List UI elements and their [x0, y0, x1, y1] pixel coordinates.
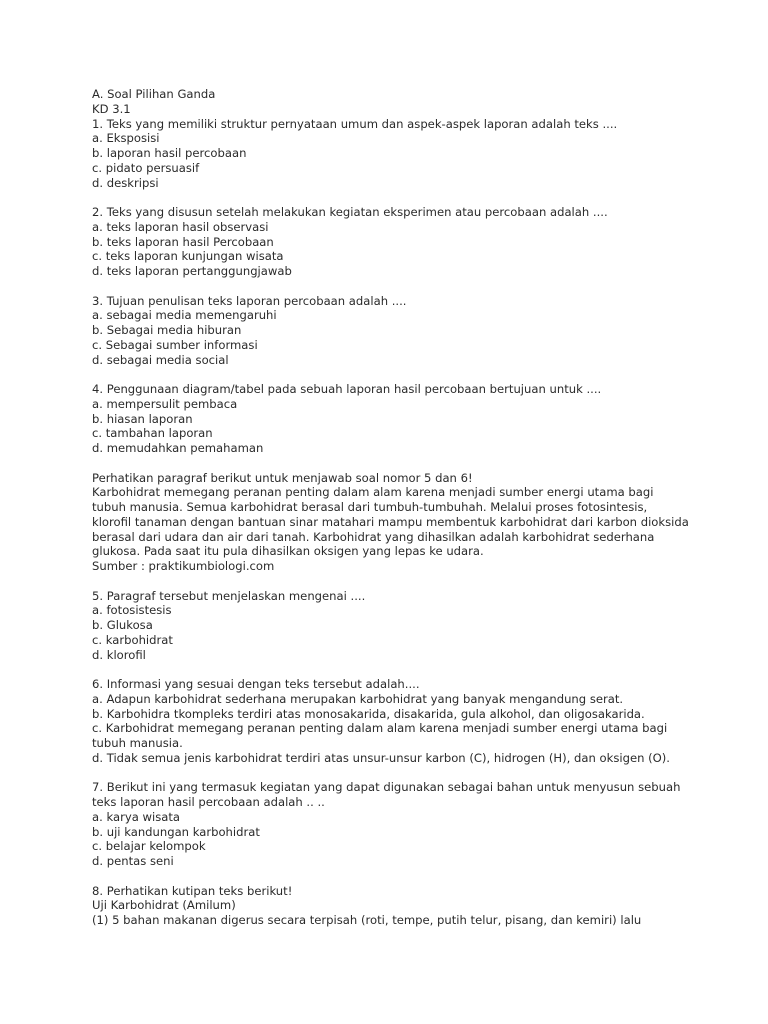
passage-line: glukosa. Pada saat itu pula dihasilkan oksigen yang lepas ke udara. — [92, 544, 484, 559]
passage-line: Perhatikan paragraf berikut untuk menjawab soal nomor 5 dan 6! — [92, 470, 473, 485]
question-block — [92, 294, 712, 368]
answer-option: b. uji kandungan karbohidrat — [92, 824, 260, 839]
question-block — [92, 780, 712, 869]
answer-option: c. belajar kelompok — [92, 839, 206, 854]
passage-line: klorofil tanaman dengan bantuan sinar matahari mampu membentuk karbohidrat dari karbon dioksida — [92, 514, 689, 529]
answer-option: d. teks laporan pertanggungjawab — [92, 264, 292, 278]
question-text: 6. Informasi yang sesuai dengan teks tersebut adalah.... — [92, 677, 420, 691]
passage-line: Sumber : praktikumbiologi.com — [92, 559, 275, 573]
question-block — [92, 677, 712, 766]
block-spacer — [92, 190, 712, 205]
question-block — [92, 205, 712, 279]
answer-option: c. Karbohidrat memegang peranan penting dalam alam karena menjadi sumber energi utama bagi — [92, 721, 668, 736]
question-text: 3. Tujuan penulisan teks laporan percobaan adalah .... — [92, 293, 407, 308]
answer-option: a. Adapun karbohidrat sederhana merupakan karbohidrat yang banyak mengandung serat. — [92, 691, 624, 706]
answer-option: c. karbohidrat — [92, 632, 173, 647]
question-block — [92, 884, 712, 928]
answer-option: Uji Karbohidrat (Amilum) — [92, 898, 236, 913]
question-text: 8. Perhatikan kutipan teks berikut! — [92, 883, 293, 898]
answer-option: a. mempersulit pembaca — [92, 396, 238, 411]
block-spacer — [92, 766, 712, 781]
answer-option: b. teks laporan hasil Percobaan — [92, 234, 274, 249]
block-spacer — [92, 279, 712, 294]
answer-option: c. teks laporan kunjungan wisata — [92, 249, 284, 264]
block-spacer — [92, 367, 712, 382]
answer-option: b. laporan hasil percobaan — [92, 146, 247, 160]
section-title: A. Soal Pilihan Ganda — [92, 87, 216, 101]
passage-line: berasal dari udara dan air dari tanah. Karbohidrat yang dihasilkan adalah karbohidrat sederhana — [92, 529, 655, 544]
answer-option: d. deskripsi — [92, 175, 159, 190]
passage-line: tubuh manusia. Semua karbohidrat berasal dari tumbuh-tumbuhah. Melalui proses fotosintesis, — [92, 500, 648, 514]
answer-option: a. teks laporan hasil observasi — [92, 219, 269, 234]
block-spacer — [92, 574, 712, 589]
kd-label: KD 3.1 — [92, 101, 131, 116]
answer-option: a. sebagai media memengaruhi — [92, 308, 277, 323]
answer-option: d. klorofil — [92, 647, 146, 662]
answer-option: c. Sebagai sumber informasi — [92, 337, 258, 352]
answer-option: b. hiasan laporan — [92, 411, 193, 426]
reading-passage — [92, 471, 712, 574]
question-text: 7. Berikut ini yang termasuk kegiatan yang dapat digunakan sebagai bahan untuk menyusun sebuah — [92, 780, 681, 795]
question-block — [92, 117, 712, 191]
answer-option: b. Sebagai media hiburan — [92, 323, 242, 337]
answer-option: c. pidato persuasif — [92, 160, 200, 175]
question-block — [92, 589, 712, 663]
question-text: 4. Penggunaan diagram/tabel pada sebuah laporan hasil percobaan bertujuan untuk .... — [92, 382, 602, 396]
answer-option: (1) 5 bahan makanan digerus secara terpisah (roti, tempe, putih telur, pisang, dan kemiri) lalu — [92, 913, 642, 927]
answer-option: a. Eksposisi — [92, 131, 160, 146]
question-list — [92, 117, 712, 928]
answer-option: d. sebagai media social — [92, 352, 229, 367]
question-text: 1. Teks yang memiliki struktur pernyataan umum dan aspek-aspek laporan adalah teks .... — [92, 116, 618, 131]
document-page — [92, 87, 712, 928]
block-spacer — [92, 662, 712, 677]
answer-option: b. Glukosa — [92, 618, 153, 632]
question-text: 5. Paragraf tersebut menjelaskan mengenai .... — [92, 588, 366, 603]
answer-option: d. memudahkan pemahaman — [92, 441, 264, 455]
answer-option: b. Karbohidra tkompleks terdiri atas monosakarida, disakarida, gula alkohol, dan oligosakarida. — [92, 706, 645, 721]
question-text: 2. Teks yang disusun setelah melakukan kegiatan eksperimen atau percobaan adalah .... — [92, 205, 608, 219]
answer-option: d. pentas seni — [92, 854, 174, 868]
answer-option: tubuh manusia. — [92, 736, 183, 750]
answer-option: d. Tidak semua jenis karbohidrat terdiri atas unsur-unsur karbon (C), hidrogen (H), dan oksigen (O). — [92, 750, 670, 765]
answer-option: c. tambahan laporan — [92, 426, 213, 441]
answer-option: teks laporan hasil percobaan adalah .. .. — [92, 795, 325, 809]
question-block — [92, 382, 712, 456]
answer-option: a. fotosistesis — [92, 603, 172, 618]
block-spacer — [92, 869, 712, 884]
block-spacer — [92, 456, 712, 471]
passage-line: Karbohidrat memegang peranan penting dalam alam karena menjadi sumber energi utama bagi — [92, 485, 654, 500]
answer-option: a. karya wisata — [92, 809, 181, 824]
